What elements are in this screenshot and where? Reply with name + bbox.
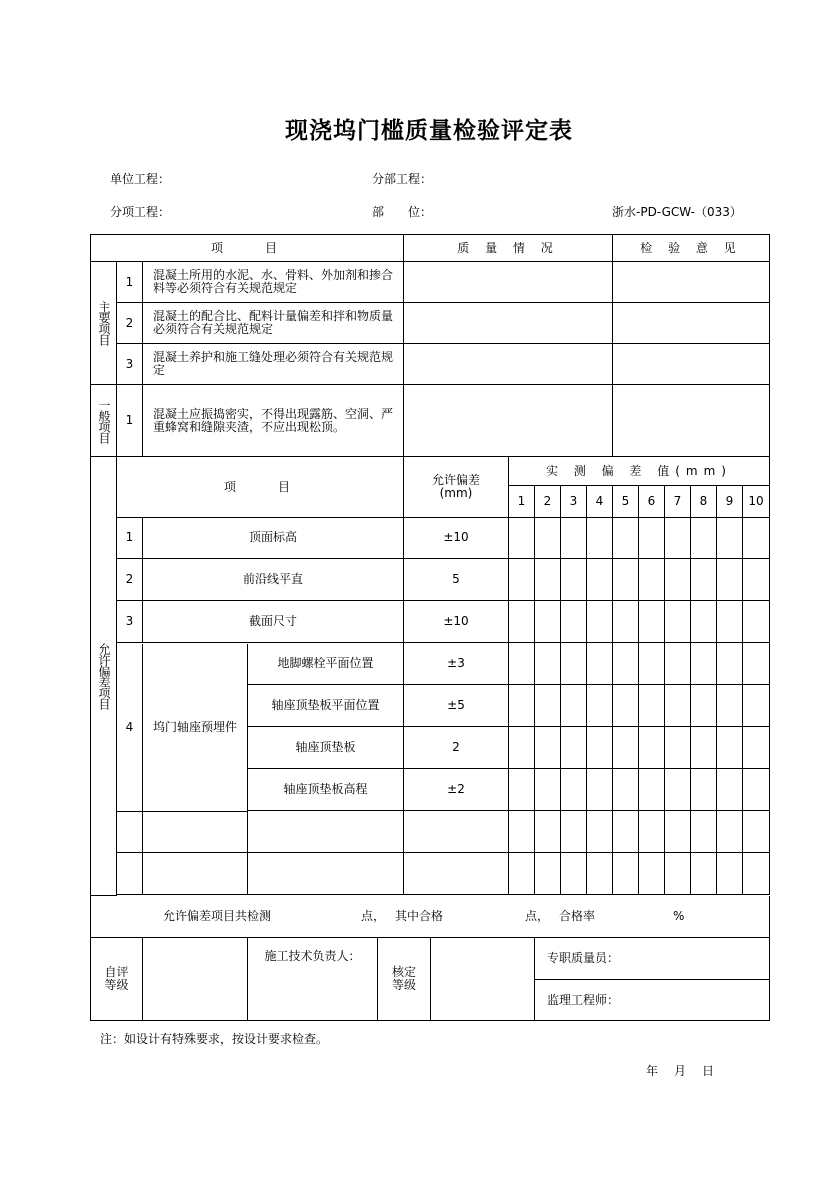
self-grade-label: 自评 等级: [91, 938, 143, 1021]
measure-cell[interactable]: [587, 559, 613, 601]
measure-cell[interactable]: [587, 769, 613, 811]
blank-cell: [404, 811, 509, 853]
measure-cell[interactable]: [613, 727, 639, 769]
measure-cell[interactable]: [561, 601, 587, 643]
measure-cell[interactable]: [717, 517, 743, 559]
quality-officer[interactable]: 专职质量员：: [535, 938, 770, 980]
general-category: 一般项目: [91, 385, 117, 457]
measure-cell[interactable]: [509, 811, 535, 853]
sub-item-name: 轴座顶垫板高程: [248, 769, 404, 811]
item-no: 1: [117, 385, 143, 457]
summary-text: 点，: [525, 909, 550, 923]
measure-cell[interactable]: [509, 643, 535, 685]
sub-item-name: 轴座顶垫板: [248, 727, 404, 769]
measure-cell[interactable]: [665, 685, 691, 727]
quality-cell[interactable]: [404, 303, 613, 344]
self-grade-value[interactable]: [143, 938, 248, 1021]
tol-col-item: 项 目: [117, 457, 404, 518]
measure-col-header: 5: [613, 486, 639, 518]
blank-cell: [117, 853, 143, 895]
measure-cell[interactable]: [561, 517, 587, 559]
measure-cell[interactable]: [535, 517, 561, 559]
measure-cell[interactable]: [665, 727, 691, 769]
measure-cell[interactable]: [717, 643, 743, 685]
measure-cell[interactable]: [691, 769, 717, 811]
quality-cell[interactable]: [404, 262, 613, 303]
measure-cell[interactable]: [691, 559, 717, 601]
item-text: 混凝土的配合比、配料计量偏差和拌和物质量必须符合有关规范规定: [143, 303, 404, 344]
col-opinion-header: 检 验 意 见: [613, 235, 770, 262]
sub-project-label: 分项工程：: [110, 205, 171, 219]
measure-cell[interactable]: [743, 769, 770, 811]
sub-item-name: 轴座顶垫板平面位置: [248, 685, 404, 727]
sub-item-allow: ±2: [404, 769, 509, 811]
measure-cell[interactable]: [613, 811, 639, 853]
blank-cell: [143, 811, 248, 853]
opinion-cell[interactable]: [613, 344, 770, 385]
opinion-cell[interactable]: [613, 262, 770, 303]
tol-item-name: 截面尺寸: [143, 601, 404, 643]
location-label: 部 位：: [372, 205, 433, 219]
measure-cell[interactable]: [691, 685, 717, 727]
measure-cell[interactable]: [639, 727, 665, 769]
measure-cell[interactable]: [535, 727, 561, 769]
tol-item-no: 2: [117, 559, 143, 601]
supervisor[interactable]: 监理工程师：: [535, 980, 770, 1021]
measure-col-header: 10: [743, 486, 770, 518]
tol-item-no: 3: [117, 601, 143, 643]
tol-item-allow: ±10: [404, 517, 509, 559]
measure-cell[interactable]: [691, 517, 717, 559]
col-item-header: 项 目: [91, 235, 404, 262]
measure-cell[interactable]: [535, 685, 561, 727]
measure-cell[interactable]: [743, 559, 770, 601]
measure-cell[interactable]: [587, 517, 613, 559]
measure-cell[interactable]: [509, 853, 535, 895]
tech-lead-signature[interactable]: [248, 938, 378, 1021]
item-text: 混凝土养护和施工缝处理必须符合有关规范规定: [143, 344, 404, 385]
measure-cell[interactable]: [509, 685, 535, 727]
summary-text: %: [673, 909, 685, 923]
measure-cell[interactable]: [587, 727, 613, 769]
tol-col-measured: 实 测 偏 差 值(mm): [509, 457, 770, 486]
measure-cell[interactable]: [717, 559, 743, 601]
measure-cell[interactable]: [561, 853, 587, 895]
measure-cell[interactable]: [535, 769, 561, 811]
measure-cell[interactable]: [613, 685, 639, 727]
measure-col-header: 7: [665, 486, 691, 518]
sub-item-name: 地脚螺栓平面位置: [248, 643, 404, 685]
measure-cell[interactable]: [561, 643, 587, 685]
measure-cell[interactable]: [665, 601, 691, 643]
inspection-table: [90, 234, 770, 1021]
measure-cell[interactable]: [639, 643, 665, 685]
measure-cell[interactable]: [717, 685, 743, 727]
measure-cell[interactable]: [561, 727, 587, 769]
measure-cell[interactable]: [665, 559, 691, 601]
measure-cell[interactable]: [639, 685, 665, 727]
item4-no: 4: [117, 644, 143, 812]
measure-cell[interactable]: [613, 559, 639, 601]
measure-cell[interactable]: [613, 601, 639, 643]
item-no: 3: [117, 344, 143, 385]
measure-col-header: 6: [639, 486, 665, 518]
measure-cell[interactable]: [509, 559, 535, 601]
measure-cell[interactable]: [587, 853, 613, 895]
quality-cell[interactable]: [404, 385, 613, 457]
verify-grade-value[interactable]: [431, 938, 535, 1021]
measure-cell[interactable]: [509, 601, 535, 643]
measure-cell[interactable]: [743, 811, 770, 853]
measure-cell[interactable]: [509, 769, 535, 811]
measure-cell[interactable]: [535, 601, 561, 643]
tolerance-category: 允许偏差项目: [91, 457, 117, 896]
measure-cell[interactable]: [613, 643, 639, 685]
measure-col-header: 1: [509, 486, 535, 518]
tech-lead-label: 施工技术负责人：: [264, 949, 361, 963]
measure-cell[interactable]: [639, 811, 665, 853]
note: 注：如设计有特殊要求，按设计要求检查。: [100, 1032, 329, 1046]
verify-grade-label: 核定 等级: [378, 938, 431, 1021]
measure-cell[interactable]: [561, 559, 587, 601]
measure-cell[interactable]: [665, 643, 691, 685]
measure-cell[interactable]: [691, 727, 717, 769]
measure-cell[interactable]: [587, 811, 613, 853]
measure-cell[interactable]: [639, 559, 665, 601]
summary-text: 其中合格: [395, 909, 444, 923]
tol-col-allow: 允许偏差 (mm): [404, 457, 509, 518]
quality-cell[interactable]: [404, 344, 613, 385]
measure-cell[interactable]: [691, 811, 717, 853]
measure-cell[interactable]: [613, 769, 639, 811]
tol-item-name: 前沿线平直: [143, 559, 404, 601]
measure-cell[interactable]: [509, 727, 535, 769]
measure-cell[interactable]: [561, 685, 587, 727]
item-no: 1: [117, 262, 143, 303]
blank-cell: [117, 811, 143, 853]
blank-cell: [143, 853, 248, 895]
measure-cell[interactable]: [535, 853, 561, 895]
measure-cell[interactable]: [665, 853, 691, 895]
measure-cell[interactable]: [665, 811, 691, 853]
measure-cell[interactable]: [639, 601, 665, 643]
measure-cell[interactable]: [743, 853, 770, 895]
tol-item-allow: 5: [404, 559, 509, 601]
measure-cell[interactable]: [691, 601, 717, 643]
item4-group: 坞门轴座预埋件: [143, 644, 248, 812]
measure-cell[interactable]: [717, 769, 743, 811]
measure-cell[interactable]: [639, 769, 665, 811]
measure-cell[interactable]: [717, 853, 743, 895]
sub-item-allow: ±3: [404, 643, 509, 685]
measure-cell[interactable]: [691, 853, 717, 895]
item-no: 2: [117, 303, 143, 344]
opinion-cell[interactable]: [613, 385, 770, 457]
measure-cell[interactable]: [743, 685, 770, 727]
measure-cell[interactable]: [509, 517, 535, 559]
unit-project-label: 单位工程：: [110, 172, 171, 186]
main-category: 主要项目: [91, 262, 117, 385]
measure-cell[interactable]: [743, 601, 770, 643]
measure-cell[interactable]: [535, 559, 561, 601]
measure-cell[interactable]: [535, 643, 561, 685]
measure-cell[interactable]: [665, 769, 691, 811]
measure-cell[interactable]: [743, 517, 770, 559]
measure-cell[interactable]: [743, 643, 770, 685]
measure-cell[interactable]: [587, 685, 613, 727]
measure-cell[interactable]: [639, 517, 665, 559]
measure-col-header: 2: [535, 486, 561, 518]
item-text: 混凝土所用的水泥、水、骨料、外加剂和掺合料等必须符合有关规范规定: [143, 262, 404, 303]
col-quality-header: 质 量 情 况: [404, 235, 613, 262]
tol-item-allow: ±10: [404, 601, 509, 643]
measure-cell[interactable]: [665, 517, 691, 559]
measure-cell[interactable]: [743, 727, 770, 769]
date: 年 月 日: [646, 1064, 717, 1078]
summary-text: 点，: [361, 909, 386, 923]
measure-cell[interactable]: [587, 643, 613, 685]
tol-item-name: 顶面标高: [143, 517, 404, 559]
measure-cell[interactable]: [613, 853, 639, 895]
measure-col-header: 4: [587, 486, 613, 518]
measure-cell[interactable]: [561, 769, 587, 811]
measure-cell[interactable]: [535, 811, 561, 853]
opinion-cell[interactable]: [613, 303, 770, 344]
measure-cell[interactable]: [717, 811, 743, 853]
measure-cell[interactable]: [717, 727, 743, 769]
sub-item-allow: 2: [404, 727, 509, 769]
measure-col-header: 8: [691, 486, 717, 518]
measure-cell[interactable]: [691, 643, 717, 685]
summary-text: 允许偏差项目共检测: [163, 909, 272, 923]
measure-cell[interactable]: [587, 601, 613, 643]
form-code: 浙水-PD-GCW-（033）: [612, 205, 742, 219]
blank-cell: [248, 853, 404, 895]
division-project-label: 分部工程：: [372, 172, 433, 186]
sub-item-allow: ±5: [404, 685, 509, 727]
measure-cell[interactable]: [639, 853, 665, 895]
page-title: 现浇坞门槛质量检验评定表: [285, 118, 573, 144]
item-text: 混凝土应振捣密实，不得出现露筋、空洞、严重蜂窝和缝隙夹渣，不应出现松顶。: [143, 385, 404, 457]
measure-cell[interactable]: [561, 811, 587, 853]
blank-cell: [248, 811, 404, 853]
summary-row: [91, 896, 770, 938]
summary-text: 合格率: [559, 909, 596, 923]
tol-item-no: 1: [117, 517, 143, 559]
measure-col-header: 9: [717, 486, 743, 518]
measure-cell[interactable]: [613, 517, 639, 559]
measure-cell[interactable]: [717, 601, 743, 643]
blank-cell: [404, 853, 509, 895]
measure-col-header: 3: [561, 486, 587, 518]
